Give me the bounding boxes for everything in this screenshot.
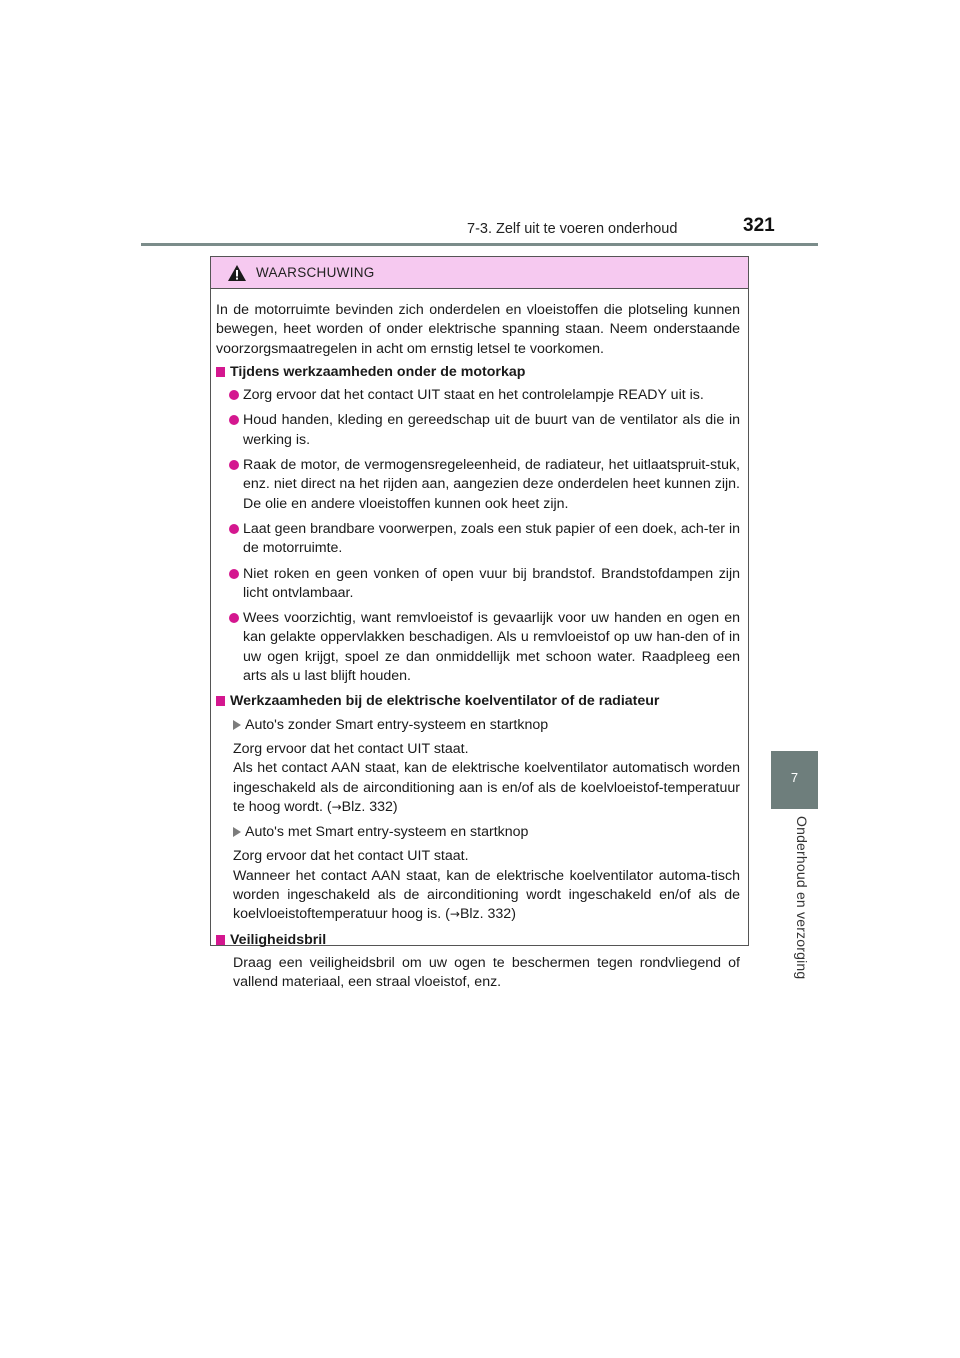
- section-heading: [216, 692, 740, 711]
- header-divider: [141, 243, 818, 246]
- triangle-arrow-icon: [233, 827, 241, 837]
- paragraph-line: Zorg ervoor dat het contact UIT staat.: [233, 848, 469, 865]
- reference-arrow: →: [449, 907, 460, 922]
- list-item-text: Wees voorzichtig, want remvloeistof is gevaarlijk voor uw handen en ogen en kan gelakte oppervlakken beschadigen. Als u remvloeistof op uw han-den of in uw ogen krijgt, spoel ze dan onmiddellijk met schoon water. Raadpleeg een arts als u last blijft houden.: [243, 610, 740, 685]
- paragraph-line: Zorg ervoor dat het contact UIT staat.: [233, 740, 469, 757]
- square-bullet-icon: [216, 367, 225, 377]
- list-item: [227, 609, 740, 686]
- paragraph-text: Als het contact AAN staat, kan de elektrische koelventilator automatisch worden ingeschakeld als de airconditioning aan is en/of als de koelvloeistof-temperatuur te hoog wordt. (: [233, 760, 740, 815]
- list-item: [227, 411, 740, 450]
- warning-box: [210, 256, 749, 991]
- section-heading-text: Veiligheidsbril: [230, 931, 327, 948]
- section-heading-text: Werkzaamheden bij de elektrische koelventilator of de radiateur: [230, 693, 660, 710]
- paragraph-line: [233, 759, 740, 817]
- reference-arrow: →: [331, 799, 342, 814]
- section-title: 7-3. Zelf uit te voeren onderhoud: [467, 221, 678, 237]
- warning-header: [211, 257, 748, 289]
- list-item-text: Houd handen, kleding en gereedschap uit de buurt van de ventilator als die in werking is.: [243, 412, 740, 448]
- circle-bullet-icon: [229, 415, 239, 425]
- square-bullet-icon: [216, 696, 225, 706]
- circle-bullet-icon: [229, 613, 239, 623]
- warning-intro: In de motorruimte bevinden zich onderdelen en vloeistoffen die plotseling kunnen bewegen, heet worden of onder elektrische spanning staan. Neem onderstaande voorzorgsmaatregelen in acht om ernstig letsel te voorkomen.: [216, 302, 740, 357]
- list-item-text: Niet roken en geen vonken of open vuur bij brandstof. Brandstofdampen zijn licht ontvlambaar.: [243, 565, 740, 601]
- condition-label: [231, 823, 740, 842]
- list-item: [227, 456, 740, 514]
- page-reference: Blz. 332): [459, 906, 516, 923]
- list-item: [227, 386, 740, 405]
- paragraph-line: [233, 867, 740, 925]
- condition-label-text: Auto's zonder Smart entry-systeem en startknop: [245, 716, 549, 733]
- warning-title: WAARSCHUWING: [256, 265, 375, 280]
- list-item: [227, 565, 740, 604]
- triangle-arrow-icon: [233, 720, 241, 730]
- list-item: [227, 520, 740, 559]
- section-heading: [216, 931, 740, 950]
- square-bullet-icon: [216, 935, 225, 945]
- condition-label: [231, 716, 740, 735]
- page-reference: Blz. 332): [341, 798, 398, 815]
- list-item-text: Zorg ervoor dat het contact UIT staat en het controlelampje READY uit is.: [243, 387, 704, 404]
- section-heading: [216, 363, 740, 382]
- chapter-tab: [771, 751, 818, 809]
- circle-bullet-icon: [229, 460, 239, 470]
- chapter-number: 7: [790, 770, 799, 785]
- list-item-text: Laat geen brandbare voorwerpen, zoals een stuk papier of een doek, ach-ter in de motorruimte.: [243, 520, 740, 557]
- page-number: 321: [743, 215, 775, 236]
- condition-paragraph: [233, 847, 740, 924]
- warning-triangle-icon: [227, 264, 247, 282]
- paragraph: Draag een veiligheidsbril om uw ogen te beschermen tegen rondvliegend of vallend materiaal, een straal vloeistof, enz.: [233, 954, 740, 991]
- condition-paragraph: [233, 740, 740, 817]
- section-heading-text: Tijdens werkzaamheden onder de motorkap: [230, 363, 526, 380]
- paragraph-text: Wanneer het contact AAN staat, kan de elektrische koelventilator automa-tisch worden ingeschakeld als de airconditioning wordt ingeschakeld en/of als de koelvloeistoftemperatuur hoog is. (: [233, 867, 740, 923]
- circle-bullet-icon: [229, 524, 239, 534]
- circle-bullet-icon: [229, 390, 239, 400]
- condition-label-text: Auto's met Smart entry-systeem en startknop: [245, 824, 529, 841]
- chapter-title: Onderhoud en verzorging: [794, 816, 810, 980]
- circle-bullet-icon: [229, 569, 239, 579]
- list-item-text: Raak de motor, de vermogensregeleenheid, de radiateur, het uitlaatspruit-stuk, enz. niet direct na het rijden aan, aangezien deze onderdelen heet kunnen zijn. De olie en andere vloeistoffen kunnen ook heet zijn.: [243, 457, 740, 512]
- warning-body: [211, 289, 748, 993]
